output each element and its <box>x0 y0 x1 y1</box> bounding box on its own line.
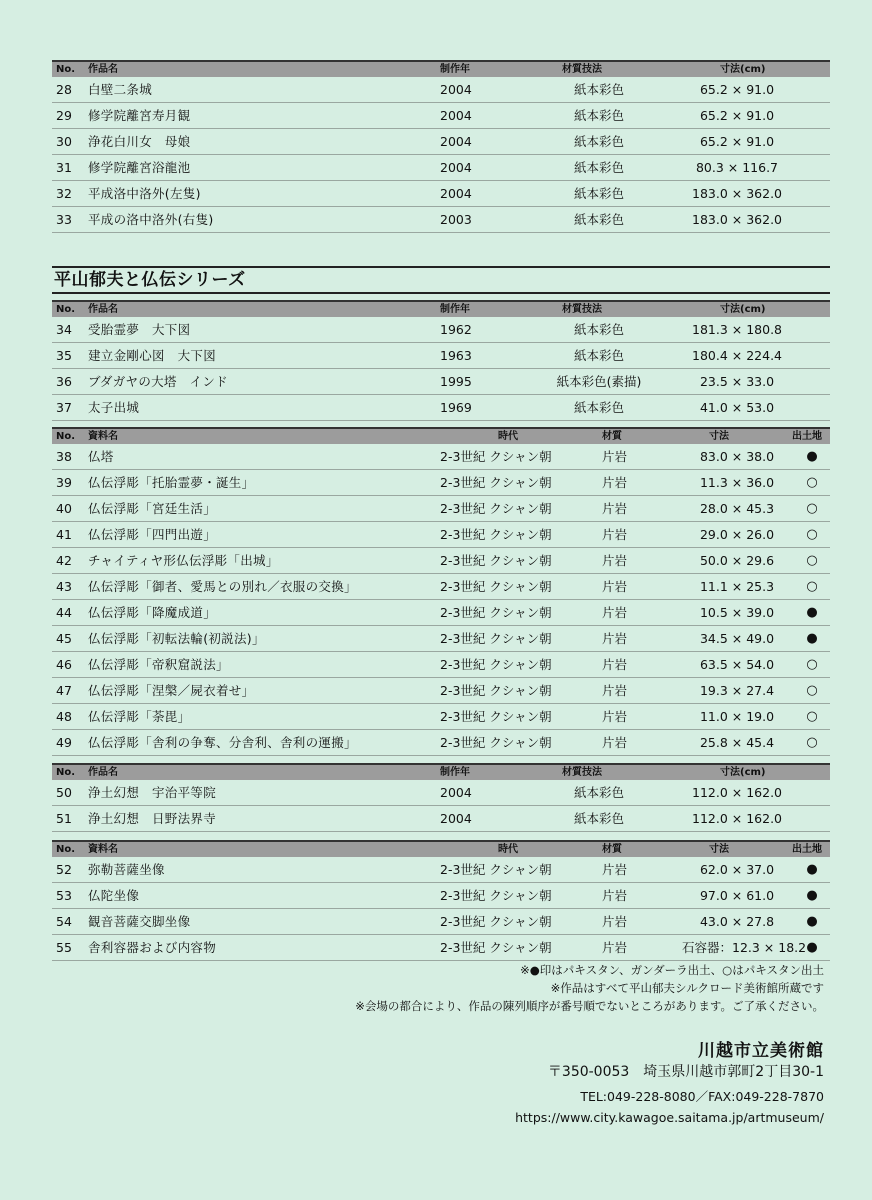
cell-size: 80.3 × 116.7 <box>695 160 779 175</box>
cell-origin: ○ <box>806 579 818 594</box>
cell-no: 38 <box>56 449 72 464</box>
cell-size: 23.5 × 33.0 <box>699 374 775 389</box>
cell-material: 片岩 <box>602 475 628 490</box>
cell-material: 片岩 <box>602 683 628 698</box>
cell-no: 43 <box>56 579 72 594</box>
cell-size: 19.3 × 27.4 <box>699 683 775 698</box>
cell-no: 35 <box>56 348 72 363</box>
cell-material: 紙本彩色 <box>573 186 624 201</box>
table-row <box>52 444 830 470</box>
cell-title: ブダガヤの大塔 インド <box>88 374 228 389</box>
table-row <box>52 369 830 395</box>
cell-no: 53 <box>56 888 72 903</box>
cell-material: 紙本彩色 <box>573 108 624 123</box>
cell-year: 2004 <box>440 785 472 800</box>
cell-material: 片岩 <box>602 735 628 750</box>
cell-year: 2004 <box>440 811 472 826</box>
cell-title: 仏伝浮彫「宮廷生活」 <box>88 501 217 516</box>
header-title: 資料名 <box>88 844 118 855</box>
cell-material: 片岩 <box>602 631 628 646</box>
header-size: 寸法(cm) <box>720 64 766 75</box>
table-row <box>52 574 830 600</box>
cell-size: 29.0 × 26.0 <box>699 527 775 542</box>
cell-origin: ○ <box>806 683 818 698</box>
cell-title: 仏伝浮彫「御者、愛馬との別れ／衣服の交換」 <box>88 579 357 594</box>
cell-era: 2-3世紀 クシャン朝 <box>440 527 552 542</box>
cell-no: 39 <box>56 475 72 490</box>
cell-material: 片岩 <box>602 862 628 877</box>
cell-size: 41.0 × 53.0 <box>699 400 775 415</box>
cell-no: 32 <box>56 186 72 201</box>
header-origin: 出土地 <box>792 431 822 442</box>
museum-address: 〒350-0053 埼玉県川越市郭町2丁目30-1 <box>547 1064 824 1080</box>
section-header <box>52 266 830 294</box>
cell-material: 紙本彩色 <box>573 322 624 337</box>
table-header <box>52 300 830 317</box>
museum-tel-fax: TEL:049-228-8080／FAX:049-228-7870 <box>580 1089 824 1104</box>
cell-material: 紙本彩色(素描) <box>556 374 642 389</box>
cell-material: 片岩 <box>602 579 628 594</box>
cell-material: 片岩 <box>602 605 628 620</box>
cell-material: 紙本彩色 <box>573 134 624 149</box>
header-origin: 出土地 <box>792 844 822 855</box>
table-row <box>52 207 830 233</box>
cell-material: 紙本彩色 <box>573 82 624 97</box>
cell-title: 太子出城 <box>88 400 140 415</box>
cell-material: 紙本彩色 <box>573 811 624 826</box>
cell-no: 29 <box>56 108 72 123</box>
cell-origin: ● <box>806 914 818 929</box>
cell-no: 49 <box>56 735 72 750</box>
header-material: 材質技法 <box>562 767 602 778</box>
cell-no: 42 <box>56 553 72 568</box>
cell-no: 46 <box>56 657 72 672</box>
section-title: 平山郁夫と仏伝シリーズ <box>54 270 246 290</box>
header-material: 材質 <box>602 431 622 442</box>
cell-material: 片岩 <box>602 527 628 542</box>
table-row <box>52 909 830 935</box>
cell-title: 建立金剛心図 大下図 <box>88 348 217 363</box>
cell-era: 2-3世紀 クシャン朝 <box>440 888 552 903</box>
cell-era: 2-3世紀 クシャン朝 <box>440 940 552 955</box>
cell-origin: ● <box>806 888 818 903</box>
cell-size: 181.3 × 180.8 <box>692 322 782 337</box>
table-row <box>52 522 830 548</box>
table-row <box>52 652 830 678</box>
header-title: 作品名 <box>88 304 118 315</box>
header-no: No. <box>56 304 76 315</box>
cell-title: 浄花白川女 母娘 <box>88 134 191 149</box>
cell-origin: ○ <box>806 553 818 568</box>
cell-origin: ○ <box>806 501 818 516</box>
cell-era: 2-3世紀 クシャン朝 <box>440 631 552 646</box>
cell-title: 修学院離宮浴龍池 <box>88 160 191 175</box>
note-collection: ※作品はすべて平山郁夫シルクロード美術館所蔵です <box>550 981 824 995</box>
cell-material: 片岩 <box>602 553 628 568</box>
cell-title: 仏伝浮彫「降魔成道」 <box>88 605 217 620</box>
cell-title: チャイティヤ形仏伝浮彫「出城」 <box>88 553 279 568</box>
header-material: 材質 <box>602 844 622 855</box>
header-size: 寸法(cm) <box>720 767 766 778</box>
cell-era: 2-3世紀 クシャン朝 <box>440 475 552 490</box>
cell-no: 45 <box>56 631 72 646</box>
table-header <box>52 427 830 444</box>
cell-size: 183.0 × 362.0 <box>692 212 782 227</box>
cell-size: 65.2 × 91.0 <box>699 108 775 123</box>
cell-material: 紙本彩色 <box>573 348 624 363</box>
cell-title: 浄土幻想 日野法界寺 <box>88 811 217 826</box>
cell-material: 紙本彩色 <box>573 212 624 227</box>
cell-size: 63.5 × 54.0 <box>699 657 775 672</box>
cell-year: 2004 <box>440 82 472 97</box>
cell-title: 舎利容器および内容物 <box>88 940 217 955</box>
cell-size: 112.0 × 162.0 <box>692 811 782 826</box>
header-size: 寸法 <box>709 844 729 855</box>
cell-era: 2-3世紀 クシャン朝 <box>440 579 552 594</box>
cell-size: 62.0 × 37.0 <box>699 862 775 877</box>
cell-title: 受胎霊夢 大下図 <box>88 322 191 337</box>
table-row <box>52 181 830 207</box>
table-row <box>52 317 830 343</box>
cell-size: 石容器：12.3 × 18.2 <box>682 940 807 955</box>
cell-origin: ○ <box>806 657 818 672</box>
cell-title: 仏伝浮彫「帝釈窟説法」 <box>88 657 229 672</box>
cell-year: 1963 <box>440 348 472 363</box>
cell-no: 54 <box>56 914 72 929</box>
cell-era: 2-3世紀 クシャン朝 <box>440 914 552 929</box>
cell-era: 2-3世紀 クシャン朝 <box>440 501 552 516</box>
header-title: 作品名 <box>88 64 118 75</box>
table-header <box>52 763 830 780</box>
header-no: No. <box>56 767 76 778</box>
table-header <box>52 840 830 857</box>
table-row <box>52 935 830 961</box>
table-row <box>52 780 830 806</box>
table-row <box>52 600 830 626</box>
cell-size: 28.0 × 45.3 <box>699 501 775 516</box>
cell-no: 48 <box>56 709 72 724</box>
cell-size: 43.0 × 27.8 <box>699 914 775 929</box>
table-row <box>52 155 830 181</box>
header-year: 制作年 <box>440 767 470 778</box>
cell-origin: ○ <box>806 527 818 542</box>
cell-title: 仏伝浮彫「初転法輪(初説法)」 <box>88 631 265 646</box>
table-row <box>52 343 830 369</box>
table-row <box>52 496 830 522</box>
cell-title: 仏伝浮彫「荼毘」 <box>88 709 191 724</box>
cell-title: 仏塔 <box>88 449 114 464</box>
cell-size: 65.2 × 91.0 <box>699 134 775 149</box>
cell-era: 2-3世紀 クシャン朝 <box>440 709 552 724</box>
cell-origin: ● <box>806 449 818 464</box>
cell-size: 83.0 × 38.0 <box>699 449 775 464</box>
cell-origin: ● <box>806 605 818 620</box>
cell-year: 2004 <box>440 134 472 149</box>
cell-no: 51 <box>56 811 72 826</box>
cell-no: 36 <box>56 374 72 389</box>
cell-no: 28 <box>56 82 72 97</box>
cell-size: 50.0 × 29.6 <box>699 553 775 568</box>
cell-era: 2-3世紀 クシャン朝 <box>440 657 552 672</box>
cell-origin: ○ <box>806 709 818 724</box>
cell-material: 紙本彩色 <box>573 785 624 800</box>
cell-no: 37 <box>56 400 72 415</box>
material-table-2 <box>52 840 830 961</box>
note-origin: ※●印はパキスタン、ガンダーラ出土、○はパキスタン出土 <box>520 963 824 977</box>
cell-origin: ○ <box>806 475 818 490</box>
cell-title: 仏陀坐像 <box>88 888 140 903</box>
cell-title: 弥勒菩薩坐像 <box>88 862 165 877</box>
header-no: No. <box>56 431 76 442</box>
cell-no: 33 <box>56 212 72 227</box>
header-year: 制作年 <box>440 64 470 75</box>
material-table-1 <box>52 427 830 756</box>
cell-size: 10.5 × 39.0 <box>699 605 775 620</box>
cell-size: 11.0 × 19.0 <box>699 709 775 724</box>
cell-no: 55 <box>56 940 72 955</box>
header-material: 材質技法 <box>562 64 602 75</box>
cell-title: 白壁二条城 <box>88 82 153 97</box>
cell-no: 50 <box>56 785 72 800</box>
header-era: 時代 <box>498 844 518 855</box>
cell-material: 片岩 <box>602 940 628 955</box>
table-row <box>52 470 830 496</box>
artwork-table-3 <box>52 763 830 832</box>
table-row <box>52 77 830 103</box>
header-era: 時代 <box>498 431 518 442</box>
header-title: 資料名 <box>88 431 118 442</box>
cell-material: 紙本彩色 <box>573 160 624 175</box>
cell-size: 34.5 × 49.0 <box>699 631 775 646</box>
note-order: ※会場の都合により、作品の陳列順序が番号順でないところがあります。ご了承ください。 <box>355 999 824 1013</box>
cell-no: 41 <box>56 527 72 542</box>
cell-size: 11.1 × 25.3 <box>699 579 775 594</box>
cell-year: 2004 <box>440 160 472 175</box>
cell-title: 仏伝浮彫「涅槃／屍衣着せ」 <box>88 683 255 698</box>
cell-size: 11.3 × 36.0 <box>699 475 775 490</box>
cell-title: 仏伝浮彫「四門出遊」 <box>88 527 217 542</box>
cell-title: 平成洛中洛外(左隻) <box>88 186 201 201</box>
cell-year: 2004 <box>440 186 472 201</box>
cell-era: 2-3世紀 クシャン朝 <box>440 683 552 698</box>
cell-material: 片岩 <box>602 501 628 516</box>
cell-size: 65.2 × 91.0 <box>699 82 775 97</box>
museum-url[interactable]: https://www.city.kawagoe.saitama.jp/artmuseum/ <box>515 1110 824 1125</box>
cell-size: 183.0 × 362.0 <box>692 186 782 201</box>
cell-year: 1962 <box>440 322 472 337</box>
cell-material: 片岩 <box>602 914 628 929</box>
cell-origin: ● <box>806 631 818 646</box>
cell-origin: ● <box>806 862 818 877</box>
cell-title: 観音菩薩交脚坐像 <box>88 914 191 929</box>
header-size: 寸法(cm) <box>720 304 766 315</box>
cell-size: 180.4 × 224.4 <box>692 348 782 363</box>
table-row <box>52 857 830 883</box>
cell-origin: ○ <box>806 735 818 750</box>
cell-size: 25.8 × 45.4 <box>699 735 775 750</box>
cell-title: 仏伝浮彫「舎利の争奪、分舎利、舎利の運搬」 <box>88 735 357 750</box>
cell-origin: ● <box>806 940 818 955</box>
cell-material: 片岩 <box>602 657 628 672</box>
header-year: 制作年 <box>440 304 470 315</box>
cell-no: 40 <box>56 501 72 516</box>
table-row <box>52 678 830 704</box>
cell-material: 片岩 <box>602 709 628 724</box>
cell-no: 44 <box>56 605 72 620</box>
table-row <box>52 548 830 574</box>
table-header <box>52 60 830 77</box>
cell-era: 2-3世紀 クシャン朝 <box>440 862 552 877</box>
cell-no: 47 <box>56 683 72 698</box>
cell-no: 52 <box>56 862 72 877</box>
header-no: No. <box>56 64 76 75</box>
cell-material: 片岩 <box>602 449 628 464</box>
museum-name: 川越市立美術館 <box>698 1041 824 1061</box>
cell-era: 2-3世紀 クシャン朝 <box>440 605 552 620</box>
cell-size: 97.0 × 61.0 <box>699 888 775 903</box>
cell-no: 31 <box>56 160 72 175</box>
table-row <box>52 883 830 909</box>
artwork-table-2 <box>52 300 830 421</box>
cell-no: 34 <box>56 322 72 337</box>
header-material: 材質技法 <box>562 304 602 315</box>
header-no: No. <box>56 844 76 855</box>
cell-size: 112.0 × 162.0 <box>692 785 782 800</box>
cell-no: 30 <box>56 134 72 149</box>
table-row <box>52 129 830 155</box>
cell-material: 紙本彩色 <box>573 400 624 415</box>
header-size: 寸法 <box>709 431 729 442</box>
table-row <box>52 730 830 756</box>
cell-title: 修学院離宮寿月観 <box>88 108 191 123</box>
cell-era: 2-3世紀 クシャン朝 <box>440 449 552 464</box>
cell-year: 2004 <box>440 108 472 123</box>
cell-year: 2003 <box>440 212 472 227</box>
cell-title: 浄土幻想 宇治平等院 <box>88 785 217 800</box>
cell-material: 片岩 <box>602 888 628 903</box>
table-row <box>52 806 830 832</box>
table-row <box>52 395 830 421</box>
cell-year: 1995 <box>440 374 472 389</box>
table-row <box>52 626 830 652</box>
cell-year: 1969 <box>440 400 472 415</box>
cell-era: 2-3世紀 クシャン朝 <box>440 735 552 750</box>
header-title: 作品名 <box>88 767 118 778</box>
cell-title: 平成の洛中洛外(右隻) <box>88 212 214 227</box>
table-row <box>52 103 830 129</box>
table-row <box>52 704 830 730</box>
cell-title: 仏伝浮彫「托胎霊夢・誕生」 <box>88 475 255 490</box>
artwork-table-1 <box>52 60 830 233</box>
cell-era: 2-3世紀 クシャン朝 <box>440 553 552 568</box>
